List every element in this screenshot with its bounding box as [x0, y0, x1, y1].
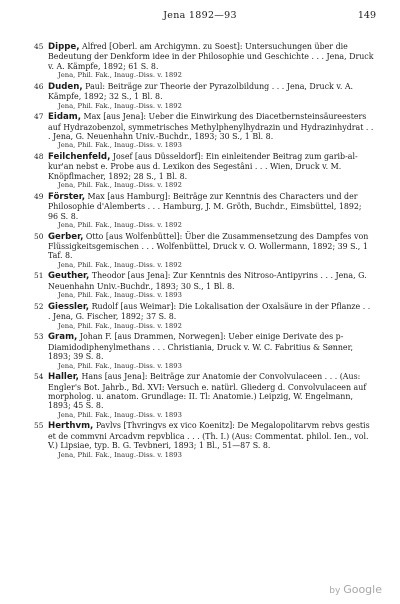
bibliography-entry: [34, 332, 374, 370]
entry-author: Eidam,: [48, 112, 81, 123]
bibliography-entry: [34, 231, 374, 270]
page-header: [0, 10, 400, 24]
entry-text: Alfred [Oberl. am Archigymn. zu Soest]: Untersuchungen über die Bedeutung der Denkform idee in der Philosophie und Geschichte . . . Jena, Druck v. A. Kämpfe, 1892; 61 S. 8.: [48, 42, 374, 71]
bibliography-entry: [34, 191, 374, 230]
entry-author: Herthvm,: [48, 421, 94, 432]
page-number: 149: [357, 10, 376, 21]
entry-number: 48: [34, 152, 44, 162]
entry-number: 49: [34, 191, 44, 201]
google-watermark: [329, 583, 382, 596]
entry-author: Feilchenfeld,: [48, 152, 111, 163]
entry-number: 45: [34, 42, 44, 51]
entry-text: Max [aus Jena]: Ueber die Einwirkung des Diacetbernsteinsäureesters auf Hydrazobenzol, symmetrisches Methylphenylhydrazin und Hydrazinhydrat . . . Jena, G. Neuenhahn Univ.-Buchdr., 1893; 30 S., 1 Bl. 8.: [48, 112, 374, 142]
entry-number: 54: [34, 372, 44, 382]
entry-imprint: Jena, Phil. Fak., Inaug.-Diss. v. 1892: [58, 71, 182, 80]
bibliography-entry: [34, 152, 374, 190]
entry-text: Theodor [aus Jena]: Zur Kenntnis des Nitroso-Antipyrins . . . Jena, G. Neuenhahn Univ.-Buchdr., 1893; 30 S., 1 Bl. 8.: [48, 271, 367, 291]
bibliography-entry: [34, 112, 374, 150]
dissertation-list: [0, 42, 400, 461]
bibliography-entry: [34, 301, 374, 330]
entry-author: Förster,: [48, 191, 85, 202]
entry-text: Rudolf [aus Weimar]: Die Lokalisation der Oxalsäure in der Pflanze . . . Jena, G. Fischer, 1892; 37 S. 8.: [48, 301, 371, 322]
entry-text: Max [aus Hamburg]: Beiträge zur Kenntnis des Characters und der Philosophie d'Alemberts . . . Hamburg, J. M. Gröth, Buchdr., Eimsbüttel, 1892; 96 S. 8.: [48, 191, 362, 221]
watermark-brand: Google: [343, 583, 382, 596]
entry-imprint: Jena, Phil. Fak., Inaug.-Diss. v. 1892: [58, 101, 182, 110]
entry-author: Gram,: [48, 332, 78, 343]
entry-imprint: Jena, Phil. Fak., Inaug.-Diss. v. 1893: [58, 410, 182, 419]
entry-imprint: Jena, Phil. Fak., Inaug.-Diss. v. 1892: [58, 181, 182, 190]
entry-text: Hans [aus Jena]: Beiträge zur Anatomie der Convolvulaceen . . . (Aus: Engler's Bot. Jahrb., Bd. XVI: Versuch e. natürl. Gliederg d. Convolvulaceen auf morpholog. u. anatom. Grundlage: II. Tl: Anatomie.) Leipzig, W. Engelmann, 1893; 45 S. 8.: [48, 372, 367, 411]
watermark-prefix: by: [329, 586, 344, 596]
entry-author: Geuther,: [48, 271, 90, 282]
bibliography-entry: [34, 271, 374, 300]
entry-imprint: Jena, Phil. Fak., Inaug.-Diss. v. 1893: [58, 291, 182, 300]
entry-number: 50: [34, 231, 44, 241]
entry-imprint: Jena, Phil. Fak., Inaug.-Diss. v. 1892: [58, 321, 182, 330]
entry-author: Haller,: [48, 372, 79, 383]
entry-text: Johan F. [aus Drammen, Norwegen]: Ueber einige Derivate des p-Diamidodiphenylmethans . . . Christiania, Druck v. W. C. Fabritius & Sønner, 1893; 39 S. 8.: [48, 332, 353, 362]
entry-imprint: Jena, Phil. Fak., Inaug.-Diss. v. 1892: [58, 221, 182, 230]
entry-imprint: Jena, Phil. Fak., Inaug.-Diss. v. 1893: [58, 450, 182, 459]
entry-imprint: Jena, Phil. Fak., Inaug.-Diss. v. 1893: [58, 361, 182, 370]
entry-imprint: Jena, Phil. Fak., Inaug.-Diss. v. 1892: [58, 260, 182, 269]
entry-imprint: Jena, Phil. Fak., Inaug.-Diss. v. 1893: [58, 141, 182, 150]
bibliography-entry: [34, 421, 374, 459]
entry-number: 53: [34, 332, 44, 342]
entry-author: Duden,: [48, 81, 83, 92]
entry-number: 52: [34, 301, 44, 311]
entry-author: Gerber,: [48, 231, 84, 242]
entry-text: Josef [aus Düsseldorf]: Ein einleitender Beitrag zum garib-al-kur'an nebst e. Probe aus d. Lexikon des Segestâni . . . Wien, Druck v. M. Knöpflmacher, 1892; 28 S., 1 Bl. 8.: [48, 152, 358, 181]
bibliography-entry: [34, 372, 374, 419]
entry-number: 46: [34, 81, 44, 91]
entry-text: Pavlvs [Thvringvs ex vico Koenitz]: De Megalopolitarvm rebvs gestis et de commvni Arcadvm repvblica . . . (Th. I.) (Aus: Commentat. philol. Ien., vol. V.) Lipsiae, typ. B. G. Tevbneri, 1893; 1 Bl., 51—87 S. 8.: [48, 421, 370, 451]
bibliography-entry: [34, 81, 374, 110]
entry-text: Paul: Beiträge zur Theorie der Pyrazolbildung . . . Jena, Druck v. A. Kämpfe, 1892; 32 S., 1 Bl. 8.: [48, 81, 354, 102]
entry-number: 55: [34, 421, 44, 431]
entry-text: Otto [aus Wolfenbüttel]: Über die Zusammensetzung des Dampfes von Flüssigkeitsgemischen . . . Wolfenbüttel, Druck v. O. Wollermann, 1892; 39 S., 1 Taf. 8.: [48, 231, 369, 261]
entry-number: 51: [34, 271, 44, 281]
entry-number: 47: [34, 112, 44, 122]
bibliography-entry: [34, 42, 374, 80]
running-title: Jena 1892—93: [163, 10, 237, 21]
entry-author: Dippe,: [48, 42, 80, 52]
entry-author: Giessler,: [48, 301, 90, 312]
